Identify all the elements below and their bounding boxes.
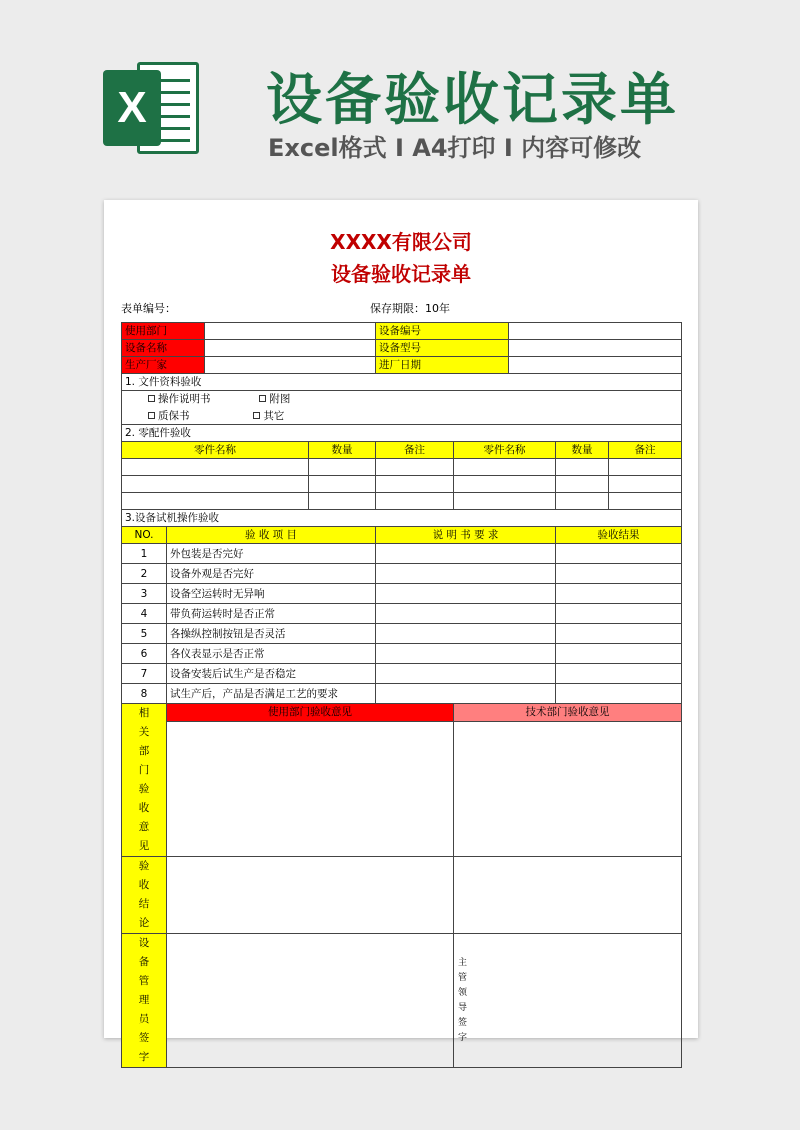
test-item: 各仪表显示是否正常 — [167, 644, 376, 664]
parts-header-row — [122, 442, 682, 459]
test-col-result: 验收结果 — [556, 527, 682, 544]
test-row — [122, 644, 682, 664]
sec3-title: 3.设备试机操作验收 — [122, 510, 682, 527]
parts-col-qty: 数量 — [309, 442, 376, 459]
form-number-label: 表单编号： — [121, 302, 176, 315]
equip-no-label: 设备编号 — [376, 323, 509, 340]
test-header-row — [122, 527, 682, 544]
conclusion-row — [122, 857, 682, 934]
equip-model-label: 设备型号 — [376, 340, 509, 357]
info-row — [122, 357, 682, 374]
equip-model-value[interactable] — [509, 340, 682, 357]
conclusion-field-2[interactable] — [454, 857, 682, 934]
section-header — [122, 425, 682, 442]
section-header — [122, 374, 682, 391]
signature-row — [122, 934, 682, 1068]
test-row — [122, 624, 682, 644]
maker-label: 生产厂家 — [122, 357, 205, 374]
sec1-title: 1. 文件资料验收 — [122, 374, 682, 391]
test-row — [122, 544, 682, 564]
form-title: 设备验收记录单 — [331, 262, 471, 286]
banner-title: 设备验收记录单 — [266, 68, 679, 133]
test-item: 外包装是否完好 — [167, 544, 376, 564]
checkbox-manual[interactable]: 操作说明书 — [148, 392, 256, 406]
parts-col-qty-2: 数量 — [556, 442, 609, 459]
info-row — [122, 323, 682, 340]
equip-name-value[interactable] — [205, 340, 376, 357]
test-item: 设备外观是否完好 — [167, 564, 376, 584]
leader-sign-field[interactable] — [454, 934, 682, 1068]
maker-value[interactable] — [205, 357, 376, 374]
opinion-header-row — [122, 704, 682, 722]
conclusion-field[interactable] — [167, 857, 454, 934]
test-no: 6 — [122, 644, 167, 664]
test-no: 8 — [122, 684, 167, 704]
banner-subtitle: Excel格式 Ⅰ A4打印 Ⅰ 内容可修改 — [268, 134, 642, 162]
parts-row — [122, 476, 682, 493]
test-row — [122, 584, 682, 604]
test-item: 试生产后，产品是否满足工艺的要求 — [167, 684, 376, 704]
test-no: 1 — [122, 544, 167, 564]
tech-dept-opinion-header: 技术部门验收意见 — [454, 704, 682, 722]
opinion-side-label: 相 关 部 门 验 收 意 见 — [122, 704, 167, 857]
test-row — [122, 564, 682, 584]
test-row — [122, 604, 682, 624]
dept-value[interactable] — [205, 323, 376, 340]
test-no: 4 — [122, 604, 167, 624]
admin-sign-field[interactable] — [167, 934, 454, 1068]
retention-label: 保存期限：10年 — [370, 302, 450, 315]
parts-row — [122, 493, 682, 510]
checkbox-drawings[interactable]: 附图 — [259, 392, 290, 406]
parts-col-name: 零件名称 — [122, 442, 309, 459]
checkbox-icon — [253, 412, 260, 419]
checkbox-icon — [148, 412, 155, 419]
test-col-item: 验 收 项 目 — [167, 527, 376, 544]
excel-logo-icon — [103, 58, 203, 158]
use-dept-opinion-field[interactable] — [167, 721, 454, 856]
info-row — [122, 340, 682, 357]
checkbox-warranty[interactable]: 质保书 — [148, 409, 250, 423]
test-item: 设备空运转时无异响 — [167, 584, 376, 604]
document-page — [104, 200, 698, 1063]
test-item: 各操纵控制按钮是否灵活 — [167, 624, 376, 644]
date-in-label: 进厂日期 — [376, 357, 509, 374]
use-dept-opinion-header: 使用部门验收意见 — [167, 704, 454, 722]
parts-col-name-2: 零件名称 — [454, 442, 556, 459]
leader-sign-label: 主 管 领 导 签 字 — [458, 957, 468, 1043]
parts-col-note-2: 备注 — [609, 442, 682, 459]
company-name: XXXX有限公司 — [330, 230, 472, 254]
acceptance-form-table — [121, 322, 682, 1068]
logo-letter: X — [103, 70, 161, 146]
dept-label: 使用部门 — [122, 323, 205, 340]
equip-name-label: 设备名称 — [122, 340, 205, 357]
test-no: 2 — [122, 564, 167, 584]
equip-no-value[interactable] — [509, 323, 682, 340]
conclusion-label: 验 收 结 论 — [122, 857, 167, 934]
admin-sign-label: 设 备 管 理 员 签 字 — [122, 934, 167, 1068]
section-header — [122, 510, 682, 527]
test-item: 设备安装后试生产是否稳定 — [167, 664, 376, 684]
sec2-title: 2. 零配件验收 — [122, 425, 682, 442]
date-in-value[interactable] — [509, 357, 682, 374]
checklist-row — [122, 408, 682, 425]
checkbox-icon — [148, 395, 155, 402]
test-no: 3 — [122, 584, 167, 604]
parts-col-note: 备注 — [376, 442, 454, 459]
tech-dept-opinion-field[interactable] — [454, 721, 682, 856]
test-col-req: 说 明 书 要 求 — [376, 527, 556, 544]
test-col-no: NO. — [122, 527, 167, 544]
test-item: 带负荷运转时是否正常 — [167, 604, 376, 624]
test-row — [122, 684, 682, 704]
test-no: 5 — [122, 624, 167, 644]
test-no: 7 — [122, 664, 167, 684]
checkbox-other[interactable]: 其它 — [253, 409, 284, 423]
parts-row — [122, 459, 682, 476]
checkbox-icon — [259, 395, 266, 402]
test-row — [122, 664, 682, 684]
checklist-row — [122, 391, 682, 408]
opinion-body-row — [122, 721, 682, 856]
